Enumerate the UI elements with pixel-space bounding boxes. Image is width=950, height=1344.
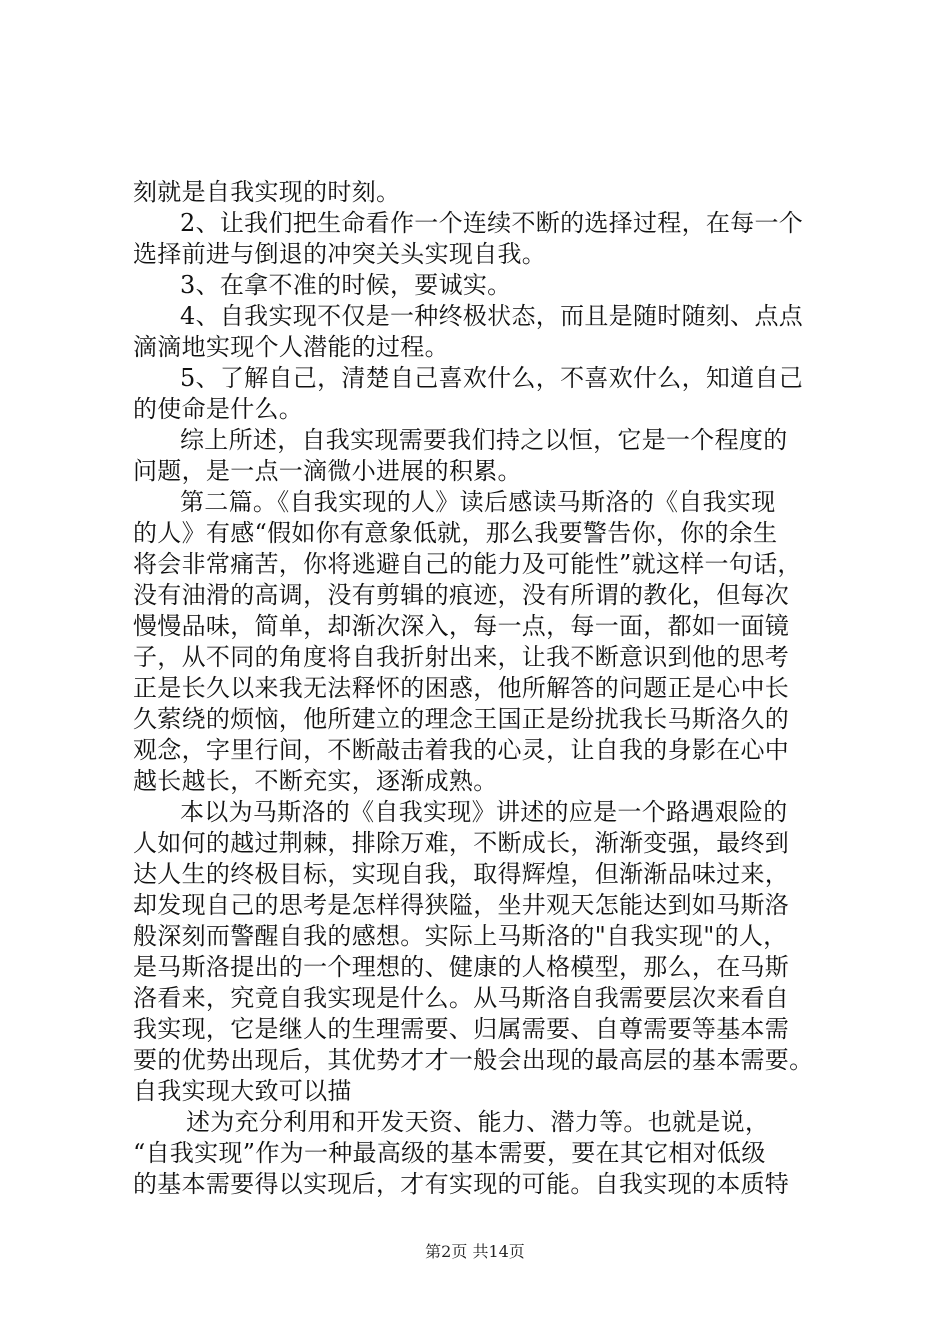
text-line: 选择前进与倒退的冲突关头实现自我。	[133, 240, 547, 268]
text-line: 刻就是自我实现的时刻。	[133, 178, 401, 206]
text-line: 第二篇。《自我实现的人》读后感读马斯洛的《自我实现	[180, 488, 776, 516]
text-line: 我实现，它是继人的生理需要、归属需要、自尊需要等基本需	[133, 1015, 790, 1043]
text-line: 慢慢品味，简单，却渐次深入，每一点，每一面，都如一面镜	[133, 612, 790, 640]
text-line: 人如何的越过荆棘，排除万难，不断成长，渐渐变强，最终到	[133, 829, 790, 857]
text-line: 没有油滑的高调，没有剪辑的痕迹，没有所谓的教化，但每次	[133, 581, 790, 609]
text-line: 的基本需要得以实现后，才有实现的可能。自我实现的本质特	[133, 1170, 790, 1198]
text-line: 正是长久以来我无法释怀的困惑，他所解答的问题正是心中长	[133, 674, 790, 702]
text-line: 洛看来，究竟自我实现是什么。从马斯洛自我需要层次来看自	[133, 984, 790, 1012]
text-line: 3、在拿不准的时候，要诚实。	[180, 271, 512, 299]
text-line: 达人生的终极目标，实现自我，取得辉煌，但渐渐品味过来，	[133, 860, 790, 888]
text-line: 的使命是什么。	[133, 395, 304, 423]
text-line: 将会非常痛苦，你将逃避自己的能力及可能性”就这样一句话，	[133, 550, 802, 578]
text-line: 子，从不同的角度将自我折射出来，让我不断意识到他的思考	[133, 643, 790, 671]
text-line: 的人》有感“假如你有意象低就，那么我要警告你，你的余生	[133, 519, 778, 547]
text-line: 问题，是一点一滴微小进展的积累。	[133, 457, 522, 485]
text-line: 述为充分利用和开发天资、能力、潜力等。也就是说，	[186, 1108, 770, 1136]
text-line: 综上所述，自我实现需要我们持之以恒，它是一个程度的	[180, 426, 788, 454]
text-line: 久萦绕的烦恼，他所建立的理念王国正是纷扰我长马斯洛久的	[133, 705, 790, 733]
text-line: 要的优势出现后，其优势才才一般会出现的最高层的基本需要。	[133, 1046, 814, 1074]
text-line: 本以为马斯洛的《自我实现》讲述的应是一个路遇艰险的	[180, 798, 788, 826]
text-line: “自我实现”作为一种最高级的基本需要，要在其它相对低级	[133, 1139, 766, 1167]
text-line: 4、自我实现不仅是一种终极状态，而且是随时随刻、点点	[180, 302, 804, 330]
text-line: 却发现自己的思考是怎样得狭隘，坐井观天怎能达到如马斯洛	[133, 891, 790, 919]
text-line: 自我实现大致可以描	[133, 1077, 352, 1105]
text-line: 观念，字里行间，不断敲击着我的心灵，让自我的身影在心中	[133, 736, 790, 764]
page-number-footer: 第2页 共14页	[425, 1242, 525, 1261]
text-line: 是马斯洛提出的一个理想的、健康的人格模型，那么，在马斯	[133, 953, 790, 981]
text-line: 滴滴地实现个人潜能的过程。	[133, 333, 449, 361]
text-line: 越长越长，不断充实，逐渐成熟。	[133, 767, 498, 795]
text-line: 般深刻而警醒自我的感想。实际上马斯洛的"自我实现"的人，	[133, 922, 788, 950]
text-line: 5、了解自己，清楚自己喜欢什么，不喜欢什么，知道自己	[180, 364, 804, 392]
text-line: 2、让我们把生命看作一个连续不断的选择过程，在每一个	[180, 209, 804, 237]
